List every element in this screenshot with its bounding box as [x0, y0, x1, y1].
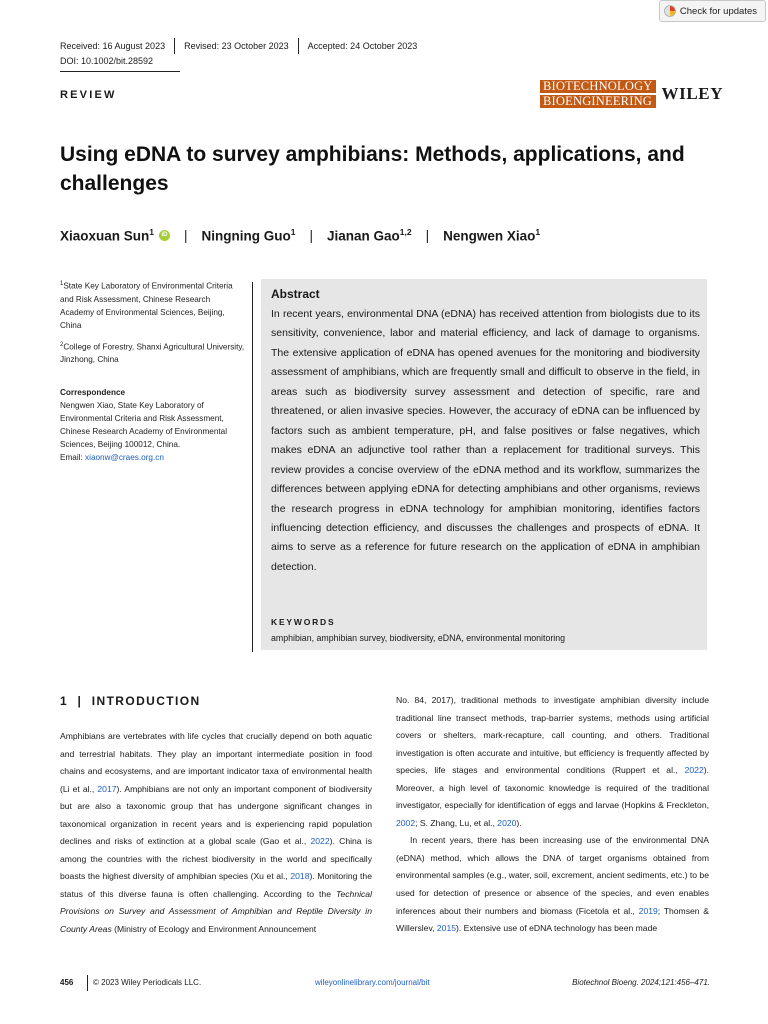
citation-link[interactable]: 2018: [290, 871, 310, 882]
journal-name-box: [540, 80, 656, 108]
citation-link[interactable]: 2019: [638, 905, 658, 916]
check-updates-label: Check for updates: [679, 5, 757, 17]
author-separator: |: [184, 227, 188, 243]
footer-divider: [87, 975, 88, 991]
keywords-text: amphibian, amphibian survey, biodiversity, eDNA, environmental monitoring: [271, 633, 566, 643]
orcid-icon[interactable]: iD: [159, 230, 170, 241]
abstract-title: Abstract: [271, 287, 320, 301]
keywords-title: KEYWORDS: [271, 617, 336, 627]
submission-dates: [60, 38, 417, 54]
journal-name-line2: BIOENGINEERING: [540, 95, 656, 108]
section-heading: 1 | INTRODUCTION: [60, 694, 201, 708]
author[interactable]: Ningning Guo$^1$: [201, 227, 296, 244]
paragraph: In recent years, there has been increasing use of the environmental DNA (eDNA) method, which allows the DNA of target organisms obtained from environmental samples (e.g., water, soil, excrement, ancient sediments, etc.) to be used for detection of presence or absence of the species, and even enables inferences about their numbers and biomass (Ficetola et al., 2019; Thomsen & Willerslev, 2015). Extensive use of eDNA technology has been made: [396, 835, 710, 934]
paragraph: No. 84, 2017), traditional methods to investigate amphibian diversity include traditional line transect methods, trap-barrier systems, methods using artificial covers or shelters, mark-recapture, call counting, and others. Traditional investigation is often accurate and intuitive, but efficiency is frequently affected by species, life stages and environmental conditions (Ruppert et al., 2022). Moreover, a high level of taxonomic knowledge is required of the traditional investigator, especially for identification of eggs and larvae (Hopkins & Freckleton, 2002; S. Zhang, Lu, et al., 2020).: [396, 695, 709, 828]
copyright: © 2023 Wiley Periodicals LLC.: [93, 978, 202, 987]
doi: DOI: 10.1002/bit.28592: [60, 56, 154, 66]
received-date: Received: 16 August 2023: [60, 41, 166, 51]
author-separator: |: [425, 227, 430, 243]
accepted-date: Accepted: 24 October 2023: [307, 41, 418, 51]
paragraph: Amphibians are vertebrates with life cycles that crucially depend on both aquatic and terrestrial habitats. They play an important intermediate position in food chains and ecosystems, and are important indicator taxa of environmental health (Li et al., 2017). Amphibians are not only an important component of biodiversity but are also a taxonomic group that has undergone significant changes in taxonomical organization in recent years and is experiencing rapid population declines and risks of extinction at a global scale (Gao et al., 2022). China is among the countries with the richest biodiversity in the world and specifically boasts the highest diversity of amphibian species (Xu et al., 2018). Monitoring the status of this diverse fauna is often challenging. According to the Technical Provisions on Survey and Assessment of Amphibian and Reptile Diversity in County Areas (Ministry of Ecology and Environment Announcement: [60, 731, 373, 935]
article-type: REVIEW: [60, 89, 117, 101]
author[interactable]: Jianan Gao$^{1,2}$: [327, 227, 412, 244]
email-link[interactable]: xiaonw@craes.org.cn: [85, 453, 164, 463]
author-list: [60, 227, 540, 244]
affiliation: $^2$College of Forestry, Shanxi Agricultural University, Jinzhong, China: [60, 341, 245, 365]
citation-link[interactable]: 2022: [310, 836, 330, 847]
doi-divider: [60, 71, 180, 72]
correspondence-text: Nengwen Xiao, State Key Laboratory of Environmental Criteria and Risk Assessment, Chinese Research Academy of Environmental Sciences, Beijing 100012, China. Email: xiaonw@craes.org.cn: [60, 401, 228, 463]
column-divider: [252, 282, 253, 652]
affiliation: $^1$State Key Laboratory of Environmental Criteria and Risk Assessment, Chinese Research Academy of Environmental Sciences, Beijing, China: [60, 281, 233, 330]
citation-link[interactable]: 2015: [436, 923, 457, 934]
page-number: 456: [60, 978, 74, 987]
author[interactable]: Nengwen Xiao$^1$: [443, 227, 541, 244]
body-column-right: [396, 692, 709, 938]
meta-divider: [298, 38, 299, 54]
publisher-logo: WILEY: [661, 84, 724, 103]
abstract-text: In recent years, environmental DNA (eDNA) has received attention from biologists due to its sensitivity, convenience, labor and material efficiency, and lack of damage to organisms. The extensive application of eDNA has opened avenues for the monitoring and biodiversity assessment of amphibians, which are frequently small and difficult to observe in the field, in areas such as biodiversity survey assessment and detection of specific, rare and threatened, or alien invasive species. However, the accuracy of eDNA can be influenced by factors such as ambient temperature, pH, and false positives or false negatives, which makes eDNA an adjunctive tool rather than a replacement for traditional surveys. This review provides a concise overview of the eDNA method and its workflow, summarizes the differences between applying eDNA for detecting amphibians and other organisms, reviews the research progress in eDNA technology for amphibian monitoring, identifies factors influencing detection efficiency, and discusses the challenges and prospects of eDNA. It aims to serve as a reference for future research on the application of eDNA in amphibian detection.: [271, 308, 700, 573]
revised-date: Revised: 23 October 2023: [184, 41, 289, 51]
article-title: Using eDNA to survey amphibians: Methods, applications, and challenges: [60, 143, 685, 195]
citation-link[interactable]: 2017: [97, 783, 117, 794]
citation-link[interactable]: 2022: [684, 765, 704, 776]
author-separator: |: [309, 227, 314, 243]
journal-reference: Biotechnol Bioeng. 2024;121:456–471.: [572, 978, 710, 987]
check-updates-icon: [664, 5, 676, 17]
check-for-updates-button[interactable]: [659, 0, 766, 22]
journal-url-link[interactable]: wileyonlinelibrary.com/journal/bit: [315, 978, 430, 987]
journal-name-line1: BIOTECHNOLOGY: [540, 80, 656, 93]
affiliations-panel: [60, 278, 246, 464]
page-footer: [60, 975, 710, 993]
journal-logo[interactable]: [540, 80, 723, 108]
body-column-left: [60, 728, 372, 939]
meta-divider: [174, 38, 175, 54]
citation-link[interactable]: 2020: [497, 817, 517, 828]
correspondence-title: Correspondence: [60, 388, 126, 398]
author[interactable]: Xiaoxuan Sun$^1$: [60, 227, 155, 244]
citation-link[interactable]: 2002: [396, 817, 416, 828]
